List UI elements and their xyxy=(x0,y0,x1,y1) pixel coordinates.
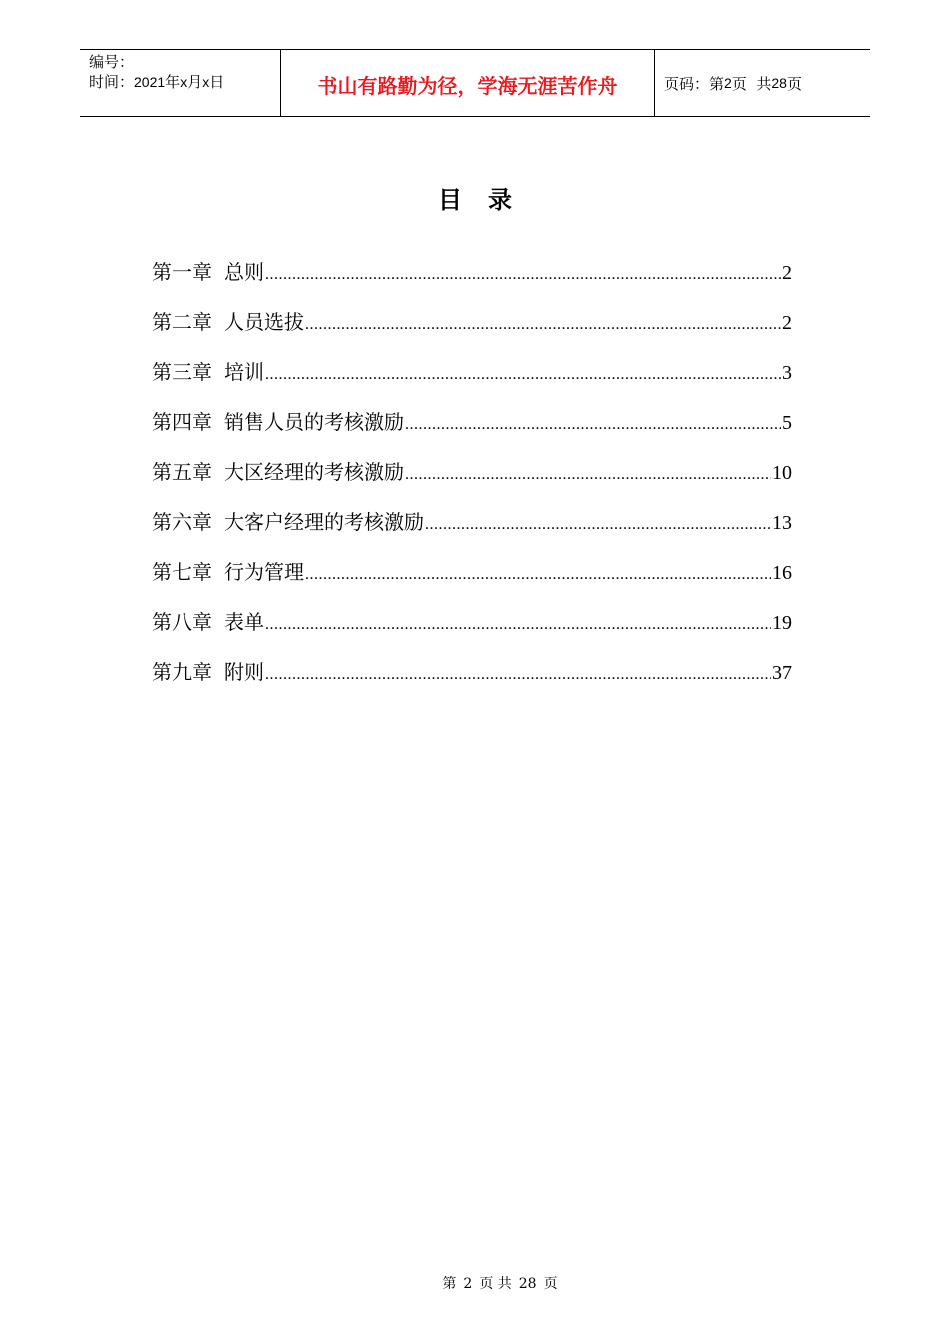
toc-entry[interactable] xyxy=(152,556,792,606)
page-end: 页 xyxy=(786,74,802,93)
toc-page-number: 10 xyxy=(772,462,792,484)
toc-entry[interactable] xyxy=(152,656,792,706)
time-month: x xyxy=(180,74,188,90)
toc-leader-dots xyxy=(305,566,771,584)
table-of-contents xyxy=(152,256,792,706)
footer-total-pages: 28 xyxy=(518,1276,537,1292)
page-footer xyxy=(0,1273,950,1293)
toc-entry[interactable] xyxy=(152,606,792,656)
toc-chapter: 第二章 xyxy=(152,310,212,334)
toc-page-number: 19 xyxy=(772,612,792,634)
time-year-char: 年 xyxy=(165,73,181,91)
page-total: 28 xyxy=(771,75,787,91)
footer-prefix: 第 xyxy=(442,1276,457,1292)
toc-label: 大客户经理的考核激励 xyxy=(224,510,424,534)
time-month-char: 月 xyxy=(187,73,203,91)
time-label: 时间： xyxy=(89,73,135,91)
header-meta-cell xyxy=(80,50,281,116)
time-day: x xyxy=(202,74,210,90)
footer-mid: 页 共 xyxy=(479,1276,512,1292)
toc-entry[interactable] xyxy=(152,356,792,406)
toc-chapter: 第三章 xyxy=(152,360,212,384)
toc-chapter: 第四章 xyxy=(152,410,212,434)
number-label: 编号： xyxy=(89,53,135,71)
toc-leader-dots xyxy=(265,616,771,634)
toc-leader-dots xyxy=(265,666,771,684)
toc-leader-dots xyxy=(405,416,781,434)
time-day-char: 日 xyxy=(209,73,225,91)
time-line xyxy=(89,72,280,92)
toc-label: 表单 xyxy=(224,610,264,634)
toc-leader-dots xyxy=(425,516,771,534)
page-current: 2 xyxy=(724,75,732,91)
page-mid: 页 共 xyxy=(731,74,772,93)
footer-suffix: 页 xyxy=(543,1276,558,1292)
toc-leader-dots xyxy=(305,316,781,334)
toc-label: 附则 xyxy=(224,660,264,684)
time-year: 2021 xyxy=(134,74,166,90)
toc-page-number: 16 xyxy=(772,562,792,584)
toc-label: 人员选拔 xyxy=(224,310,304,334)
toc-chapter: 第八章 xyxy=(152,610,212,634)
header-page-cell xyxy=(655,50,870,116)
toc-chapter: 第一章 xyxy=(152,260,212,284)
document-header xyxy=(80,49,870,117)
toc-label: 销售人员的考核激励 xyxy=(224,410,404,434)
toc-page-number: 37 xyxy=(772,662,792,684)
toc-page-number: 3 xyxy=(782,362,792,384)
toc-leader-dots xyxy=(405,466,771,484)
toc-label: 大区经理的考核激励 xyxy=(224,460,404,484)
toc-title: 目录 xyxy=(438,186,538,214)
header-motto-cell xyxy=(281,50,655,116)
toc-label: 总则 xyxy=(224,260,264,284)
toc-chapter: 第七章 xyxy=(152,560,212,584)
toc-page-number: 13 xyxy=(772,512,792,534)
toc-label: 行为管理 xyxy=(224,560,304,584)
toc-page-number: 2 xyxy=(782,262,792,284)
toc-chapter: 第九章 xyxy=(152,660,212,684)
toc-page-number: 5 xyxy=(782,412,792,434)
toc-leader-dots xyxy=(265,366,781,384)
toc-chapter: 第五章 xyxy=(152,460,212,484)
toc-page-number: 2 xyxy=(782,312,792,334)
motto-text: 书山有路勤为径，学海无涯苦作舟 xyxy=(317,73,618,98)
toc-entry[interactable] xyxy=(152,406,792,456)
toc-label: 培训 xyxy=(224,360,264,384)
page-label: 页码：第 xyxy=(664,74,725,93)
toc-leader-dots xyxy=(265,266,781,284)
footer-current-page: 2 xyxy=(463,1276,473,1292)
toc-entry[interactable] xyxy=(152,256,792,306)
toc-chapter: 第六章 xyxy=(152,510,212,534)
toc-entry[interactable] xyxy=(152,506,792,556)
toc-entry[interactable] xyxy=(152,306,792,356)
toc-entry[interactable] xyxy=(152,456,792,506)
